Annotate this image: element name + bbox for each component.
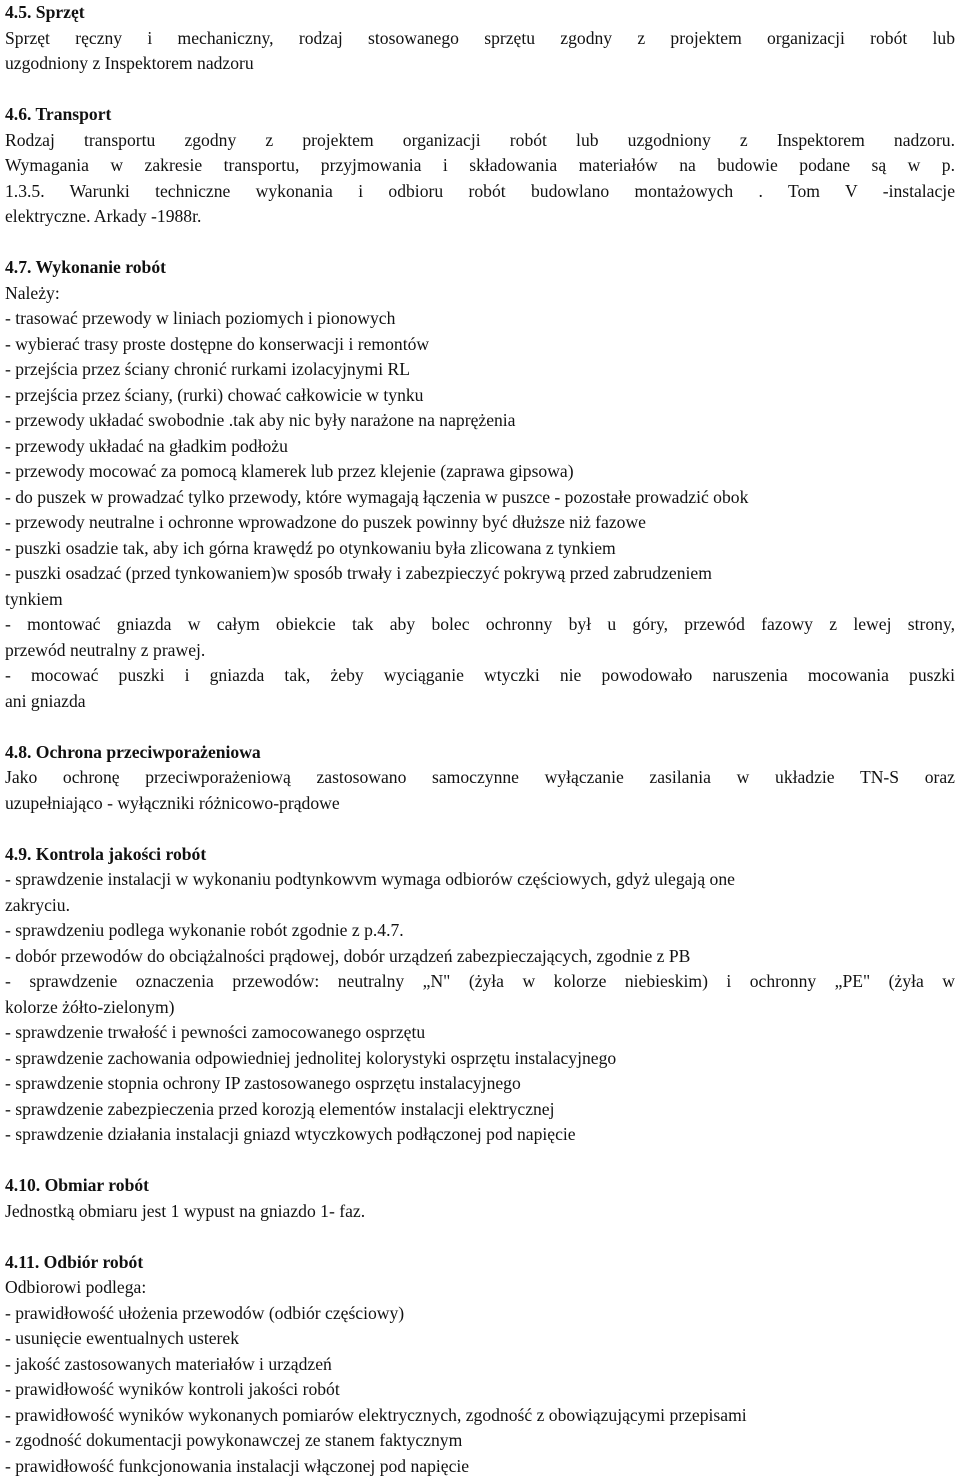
section-4-10 (5, 1173, 955, 1224)
list-item: - przejścia przez ściany chronić rurkami izolacyjnymi RL (5, 357, 955, 383)
section-gap (5, 77, 955, 103)
paragraph-line: Wymagania w zakresie transportu, przyjmowania i składowania materiałów na budowie podane są w p. (5, 153, 955, 179)
list-item: - mocować puszki i gniazda tak, żeby wyciąganie wtyczki nie powodowało naruszenia mocowania puszki (5, 663, 955, 689)
section-4-5 (5, 0, 955, 77)
paragraph-line: 1.3.5. Warunki techniczne wykonania i odbioru robót budowlano montażowych . Tom V -instalacje (5, 179, 955, 205)
paragraph-line: uzgodniony z Inspektorem nadzoru (5, 51, 955, 77)
list-item: - przewody mocować za pomocą klamerek lub przez klejenie (zaprawa gipsowa) (5, 459, 955, 485)
paragraph-line: Jako ochronę przeciwporażeniową zastosowano samoczynne wyłączanie zasilania w układzie TN-S oraz (5, 765, 955, 791)
list-item: tynkiem (5, 587, 955, 613)
list-item: - przewody neutralne i ochronne wprowadzone do puszek powinny być dłuższe niż fazowe (5, 510, 955, 536)
list-item: - przejścia przez ściany, (rurki) chować całkowicie w tynku (5, 383, 955, 409)
list-item: - prawidłowość ułożenia przewodów (odbiór częściowy) (5, 1301, 955, 1327)
list-item: - usunięcie ewentualnych usterek (5, 1326, 955, 1352)
section-4-9 (5, 842, 955, 1148)
section-heading: 4.6. Transport (5, 102, 955, 128)
section-gap (5, 1224, 955, 1250)
list-item: ani gniazda (5, 689, 955, 715)
list-item: - montować gniazda w całym obiekcie tak aby bolec ochronny był u góry, przewód fazowy z lewej strony, (5, 612, 955, 638)
section-heading: 4.8. Ochrona przeciwporażeniowa (5, 740, 955, 766)
list-item: - sprawdzenie instalacji w wykonaniu podtynkowvm wymaga odbiorów częściowych, gdyż ulegają one (5, 867, 955, 893)
section-gap (5, 714, 955, 740)
section-heading: 4.7. Wykonanie robót (5, 255, 955, 281)
section-gap (5, 230, 955, 256)
list-item: - sprawdzenie oznaczenia przewodów: neutralny „N" (żyła w kolorze niebieskim) i ochronny „PE" (żyła w (5, 969, 955, 995)
section-heading: 4.11. Odbiór robót (5, 1250, 955, 1276)
paragraph-line: Odbiorowi podlega: (5, 1275, 955, 1301)
paragraph-line: elektryczne. Arkady -1988r. (5, 204, 955, 230)
list-item: - prawidłowość wyników wykonanych pomiarów elektrycznych, zgodność z obowiązującymi przepisami (5, 1403, 955, 1429)
list-item: - sprawdzenie zabezpieczenia przed korozją elementów instalacji elektrycznej (5, 1097, 955, 1123)
paragraph-line: Należy: (5, 281, 955, 307)
list-item: przewód neutralny z prawej. (5, 638, 955, 664)
list-item: - sprawdzenie działania instalacji gniazd wtyczkowych podłączonej pod napięcie (5, 1122, 955, 1148)
paragraph-line: uzupełniająco - wyłączniki różnicowo-prądowe (5, 791, 955, 817)
list-item: - sprawdzenie zachowania odpowiedniej jednolitej kolorystyki osprzętu instalacyjnego (5, 1046, 955, 1072)
list-item: - dobór przewodów do obciążalności prądowej, dobór urządzeń zabezpieczających, zgodnie z PB (5, 944, 955, 970)
list-item: - przewody układać swobodnie .tak aby nic były narażone na naprężenia (5, 408, 955, 434)
section-gap (5, 816, 955, 842)
section-heading: 4.10. Obmiar robót (5, 1173, 955, 1199)
section-4-8 (5, 740, 955, 817)
list-item: - prawidłowość funkcjonowania instalacji włączonej pod napięcie (5, 1454, 955, 1479)
list-item: zakryciu. (5, 893, 955, 919)
section-4-11 (5, 1250, 955, 1479)
list-item: - jakość zastosowanych materiałów i urządzeń (5, 1352, 955, 1378)
list-item: - sprawdzenie trwałość i pewności zamocowanego osprzętu (5, 1020, 955, 1046)
section-gap (5, 1148, 955, 1174)
list-item: - przewody układać na gładkim podłożu (5, 434, 955, 460)
list-item: - do puszek w prowadzać tylko przewody, które wymagają łączenia w puszce - pozostałe prowadzić obok (5, 485, 955, 511)
list-item: - wybierać trasy proste dostępne do konserwacji i remontów (5, 332, 955, 358)
list-item: - sprawdzenie stopnia ochrony IP zastosowanego osprzętu instalacyjnego (5, 1071, 955, 1097)
section-heading: 4.9. Kontrola jakości robót (5, 842, 955, 868)
list-item: kolorze żółto-zielonym) (5, 995, 955, 1021)
paragraph-line: Sprzęt ręczny i mechaniczny, rodzaj stosowanego sprzętu zgodny z projektem organizacji robót lub (5, 26, 955, 52)
list-item: - puszki osadzie tak, aby ich górna krawędź po otynkowaniu była zlicowana z tynkiem (5, 536, 955, 562)
list-item: - prawidłowość wyników kontroli jakości robót (5, 1377, 955, 1403)
paragraph-line: Rodzaj transportu zgodny z projektem organizacji robót lub uzgodniony z Inspektorem nadzoru. (5, 128, 955, 154)
list-item: - puszki osadzać (przed tynkowaniem)w sposób trwały i zabezpieczyć pokrywą przed zabrudzeniem (5, 561, 955, 587)
list-item: - trasować przewody w liniach poziomych i pionowych (5, 306, 955, 332)
list-item: - zgodność dokumentacji powykonawczej ze stanem faktycznym (5, 1428, 955, 1454)
section-4-7 (5, 255, 955, 714)
paragraph-line: Jednostką obmiaru jest 1 wypust na gniazdo 1- faz. (5, 1199, 955, 1225)
section-4-6 (5, 102, 955, 230)
section-heading: 4.5. Sprzęt (5, 0, 955, 26)
list-item: - sprawdzeniu podlega wykonanie robót zgodnie z p.4.7. (5, 918, 955, 944)
